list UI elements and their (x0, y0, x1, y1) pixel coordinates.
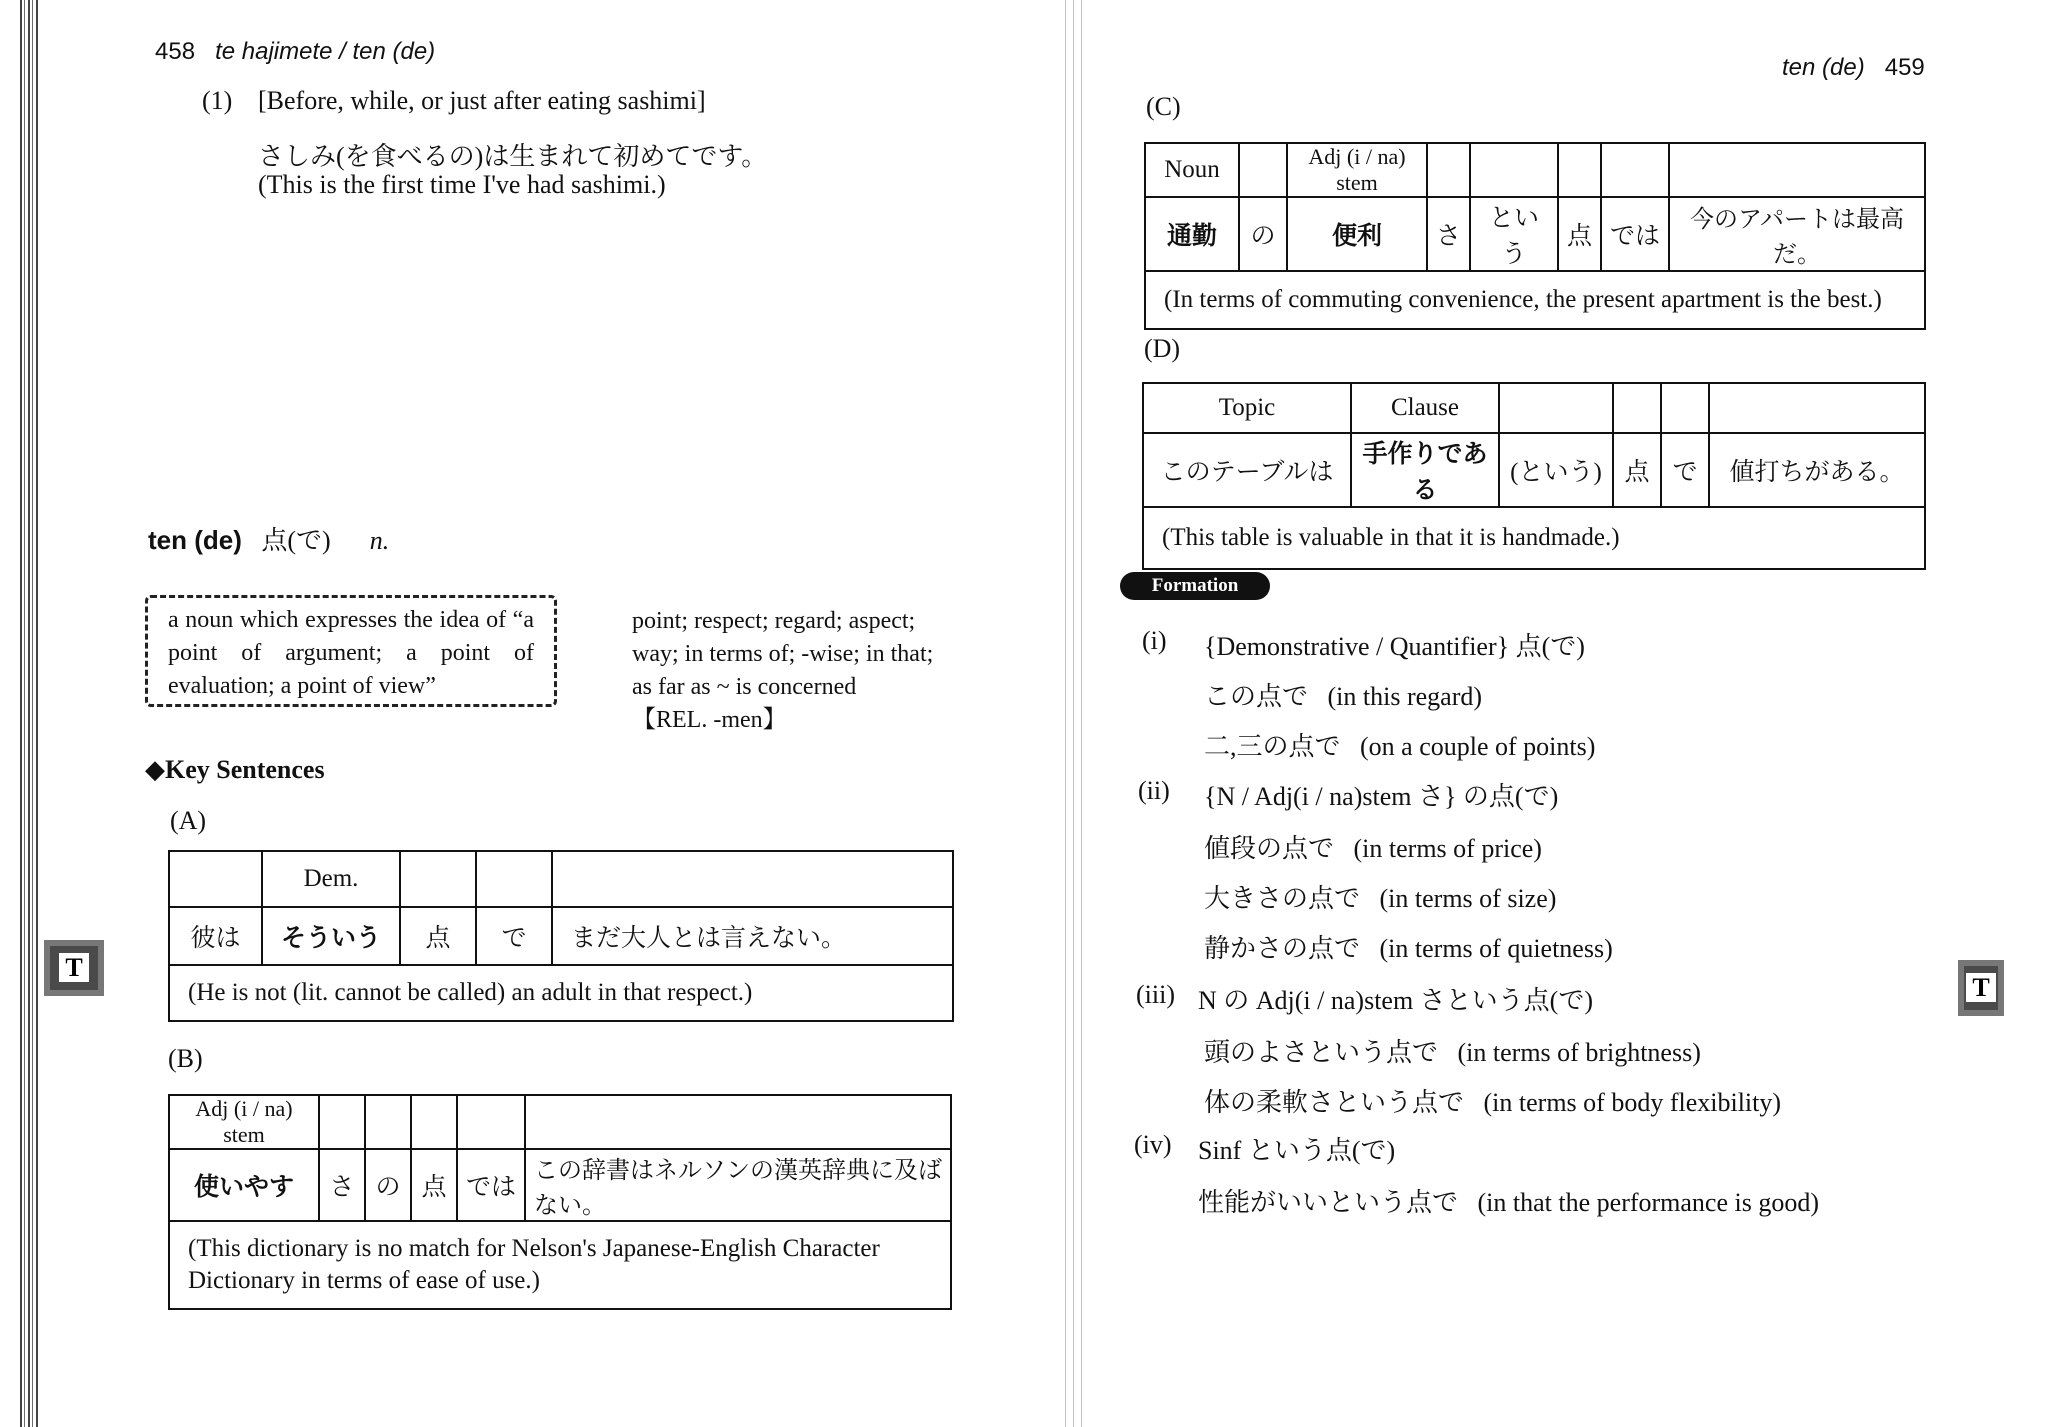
entry-part-of-speech: n. (369, 526, 390, 555)
example-1-number: (1) (202, 86, 233, 115)
cell: 使いやす (169, 1149, 319, 1221)
cell: 今のアパートは最高だ。 (1669, 197, 1925, 271)
cell: で (476, 907, 552, 965)
sentence-b-label: (B) (168, 1044, 203, 1073)
formation-example (1204, 928, 1613, 965)
cell (365, 1095, 411, 1149)
cell (169, 851, 262, 907)
gloss-line: as far as ~ is concerned (632, 674, 857, 700)
formation-example (1204, 878, 1556, 915)
thumb-index-tab-left: T (44, 940, 104, 996)
entry-headword: ten (de) (148, 525, 242, 555)
example-1-context: [Before, while, or just after eating sashimi] (258, 86, 706, 115)
formation-number: (iii) (1136, 980, 1175, 1009)
cell: では (1601, 197, 1669, 271)
cell: では (457, 1149, 525, 1221)
formation-example-jp: 大きさの点で (1204, 884, 1361, 913)
cell: Noun (1145, 143, 1239, 197)
cell (1558, 143, 1601, 197)
formation-number: (ii) (1138, 776, 1170, 805)
cell: という (1470, 197, 1558, 271)
sentence-c-translation: (In terms of commuting convenience, the present apartment is the best.) (1145, 271, 1925, 329)
formation-example-jp: 頭のよさという点で (1204, 1038, 1439, 1067)
cell (1427, 143, 1470, 197)
sentence-d-table (1142, 382, 1926, 570)
cell: 値打ちがある。 (1709, 433, 1925, 507)
cell (476, 851, 552, 907)
cell: Topic (1143, 383, 1351, 433)
cell (411, 1095, 457, 1149)
cell: そういう (262, 907, 400, 965)
formation-example (1198, 1182, 1819, 1219)
page-number-left: 458 (155, 38, 196, 65)
running-head-right (1782, 54, 1925, 82)
formation-example-en: (in terms of size) (1379, 884, 1557, 913)
left-page-edge (20, 0, 38, 1427)
formation-pattern: Sinf という点(で) (1198, 1136, 1396, 1165)
cell (525, 1095, 951, 1149)
cell: 通勤 (1145, 197, 1239, 271)
sentence-c-label: (C) (1146, 92, 1181, 121)
cell (1669, 143, 1925, 197)
cell: 彼は (169, 907, 262, 965)
formation-pattern: {N / Adj(i / na)stem さ} の点(で) (1204, 782, 1559, 811)
formation-example-jp: この点で (1204, 682, 1309, 711)
formation-example-en: (in terms of brightness) (1457, 1038, 1701, 1067)
formation-pattern: {Demonstrative / Quantifier} 点(で) (1204, 632, 1585, 661)
cell: Clause (1351, 383, 1499, 433)
glosses (632, 605, 962, 737)
formation-label: Formation (1120, 572, 1270, 600)
cell: 点 (1613, 433, 1661, 507)
formation-example-en: (in that the performance is good) (1477, 1188, 1820, 1217)
cell: の (365, 1149, 411, 1221)
formation-example-en: (in terms of price) (1353, 834, 1542, 863)
sentence-d-label: (D) (1144, 334, 1181, 363)
running-title-right: ten (de) (1782, 54, 1865, 81)
cell (457, 1095, 525, 1149)
cell (1601, 143, 1669, 197)
formation-example-en: (in terms of body flexibility) (1483, 1088, 1782, 1117)
cell: このテーブルは (1143, 433, 1351, 507)
cell: で (1661, 433, 1709, 507)
gloss-line: way; in terms of; -wise; in that; (632, 641, 934, 667)
cell: さ (1427, 197, 1470, 271)
sentence-a-label: (A) (170, 806, 207, 835)
cell (1239, 143, 1287, 197)
cell: (という) (1499, 433, 1613, 507)
cell: 点 (400, 907, 476, 965)
formation-example-en: (on a couple of points) (1360, 732, 1596, 761)
rel-reference: 【REL. -men】 (632, 707, 787, 733)
formation-example (1204, 1082, 1781, 1119)
cell: Dem. (262, 851, 400, 907)
formation-example (1204, 676, 1482, 713)
cell (1613, 383, 1661, 433)
formation-number: (iv) (1134, 1130, 1172, 1159)
formation-number: (i) (1142, 626, 1167, 655)
formation-pattern: N の Adj(i / na)stem さという点(で) (1198, 986, 1594, 1015)
definition-box: a noun which expresses the idea of “a point of argument; a point of evaluation; a point of view” (145, 595, 557, 707)
example-1-japanese: さしみ(を食べるの)は生まれて初めてです。 (258, 142, 768, 171)
cell (1499, 383, 1613, 433)
formation-example-en: (in terms of quietness) (1379, 934, 1613, 963)
running-title-left: te hajimete / ten (de) (215, 38, 436, 65)
sentence-b-translation: (This dictionary is no match for Nelson's Japanese-English Character Dictionary in terms of ease of use.) (169, 1221, 951, 1309)
key-sentences-heading: ◆Key Sentences (145, 755, 325, 784)
sentence-c-table (1144, 142, 1926, 330)
cell: まだ大人とは言えない。 (552, 907, 953, 965)
formation-example-en: (in this regard) (1327, 682, 1483, 711)
cell: Adj (i / na) stem (169, 1095, 319, 1149)
cell: さ (319, 1149, 365, 1221)
cell: この辞書はネルソンの漢英辞典に及ばない。 (525, 1149, 951, 1221)
entry-kanji: 点(で) (261, 526, 331, 555)
entry-heading (148, 520, 389, 557)
cell: 点 (1558, 197, 1601, 271)
formation-example-jp: 静かさの点で (1204, 934, 1361, 963)
sentence-d-translation: (This table is valuable in that it is handmade.) (1143, 507, 1925, 569)
page-number-right: 459 (1884, 54, 1925, 81)
formation-example (1204, 1032, 1701, 1069)
formation-example-jp: 体の柔軟さという点で (1204, 1088, 1465, 1117)
gloss-line: point; respect; regard; aspect; (632, 608, 916, 634)
sentence-a-table (168, 850, 954, 1022)
example-1-english: (This is the first time I've had sashimi.) (258, 170, 666, 199)
formation-example-jp: 性能がいいという点で (1198, 1188, 1459, 1217)
cell (1709, 383, 1925, 433)
cell: 点 (411, 1149, 457, 1221)
formation-example-jp: 値段の点で (1204, 834, 1335, 863)
formation-example-jp: 二,三の点で (1204, 732, 1341, 761)
cell (400, 851, 476, 907)
cell (1470, 143, 1558, 197)
running-head-left (155, 38, 435, 66)
formation-example (1204, 726, 1595, 763)
thumb-index-tab-right: T (1958, 960, 2004, 1016)
cell (552, 851, 953, 907)
cell (1661, 383, 1709, 433)
cell (319, 1095, 365, 1149)
sentence-b-table (168, 1094, 952, 1310)
cell: Adj (i / na) stem (1287, 143, 1427, 197)
sentence-a-translation: (He is not (lit. cannot be called) an adult in that respect.) (169, 965, 953, 1021)
cell: の (1239, 197, 1287, 271)
formation-example (1204, 828, 1542, 865)
cell: 手作りである (1351, 433, 1499, 507)
cell: 便利 (1287, 197, 1427, 271)
right-page-edge (1062, 0, 1084, 1427)
